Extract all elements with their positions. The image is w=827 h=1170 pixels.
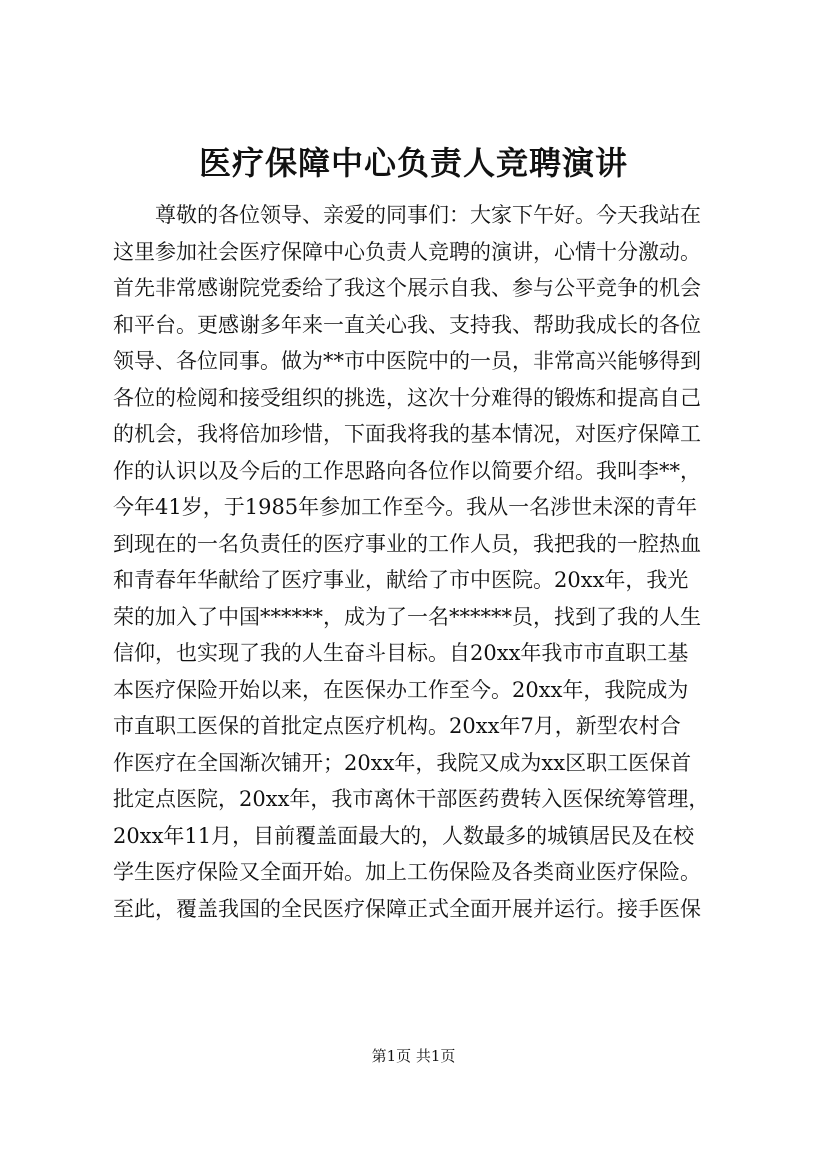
body-line: 批定点医院，20xx年，我市离休干部医药费转入医保统筹管理，	[113, 787, 710, 811]
document-title: 医疗保障中心负责人竞聘演讲	[198, 144, 628, 182]
body-line: 今年41岁，于1985年参加工作至今。我从一名涉世未深的青年	[113, 495, 698, 519]
body-line: 领导、各位同事。做为**市中医院中的一员，非常高兴能够得到	[113, 349, 701, 373]
document-body	[113, 197, 745, 927]
body-line: 和平台。更感谢多年来一直关心我、支持我、帮助我成长的各位	[113, 312, 701, 337]
body-line: 学生医疗保险又全面开始。加上工伤保险及各类商业医疗保险。	[113, 860, 701, 884]
body-line: 20xx年11月，目前覆盖面最大的，人数最多的城镇居民及在校	[113, 823, 695, 848]
body-line: 和青春年华献给了医疗事业，献给了市中医院。20xx年，我光	[113, 568, 689, 592]
body-line: 市直职工医保的首批定点医疗机构。20xx年7月，新型农村合	[113, 714, 681, 738]
body-line: 作医疗在全国渐次铺开；20xx年，我院又成为xx区职工医保首	[113, 750, 692, 775]
body-line: 的机会，我将倍加珍惜，下面我将我的基本情况，对医疗保障工	[113, 422, 701, 446]
body-line: 到现在的一名负责任的医疗事业的工作人员，我把我的一腔热血	[113, 531, 701, 556]
body-line: 作的认识以及今后的工作思路向各位作以简要介绍。我叫李**，	[113, 458, 701, 483]
body-line: 本医疗保险开始以来，在医保办工作至今。20xx年，我院成为	[113, 677, 689, 702]
body-line: 尊敬的各位领导、亲爱的同事们：大家下午好。今天我站在	[155, 203, 701, 227]
body-line: 首先非常感谢院党委给了我这个展示自我、参与公平竞争的机会	[113, 276, 701, 300]
body-line: 这里参加社会医疗保障中心负责人竞聘的演讲，心情十分激动。	[113, 239, 701, 264]
body-line: 至此，覆盖我国的全民医疗保障正式全面开展并运行。接手医保	[113, 896, 701, 921]
page-footer: 第1页 共1页	[371, 1047, 456, 1065]
body-line: 荣的加入了中国******，成为了一名******员，找到了我的人生	[113, 604, 701, 629]
body-line: 信仰，也实现了我的人生奋斗目标。自20xx年我市市直职工基	[113, 641, 689, 665]
body-line: 各位的检阅和接受组织的挑选，这次十分难得的锻炼和提高自己	[113, 385, 701, 410]
